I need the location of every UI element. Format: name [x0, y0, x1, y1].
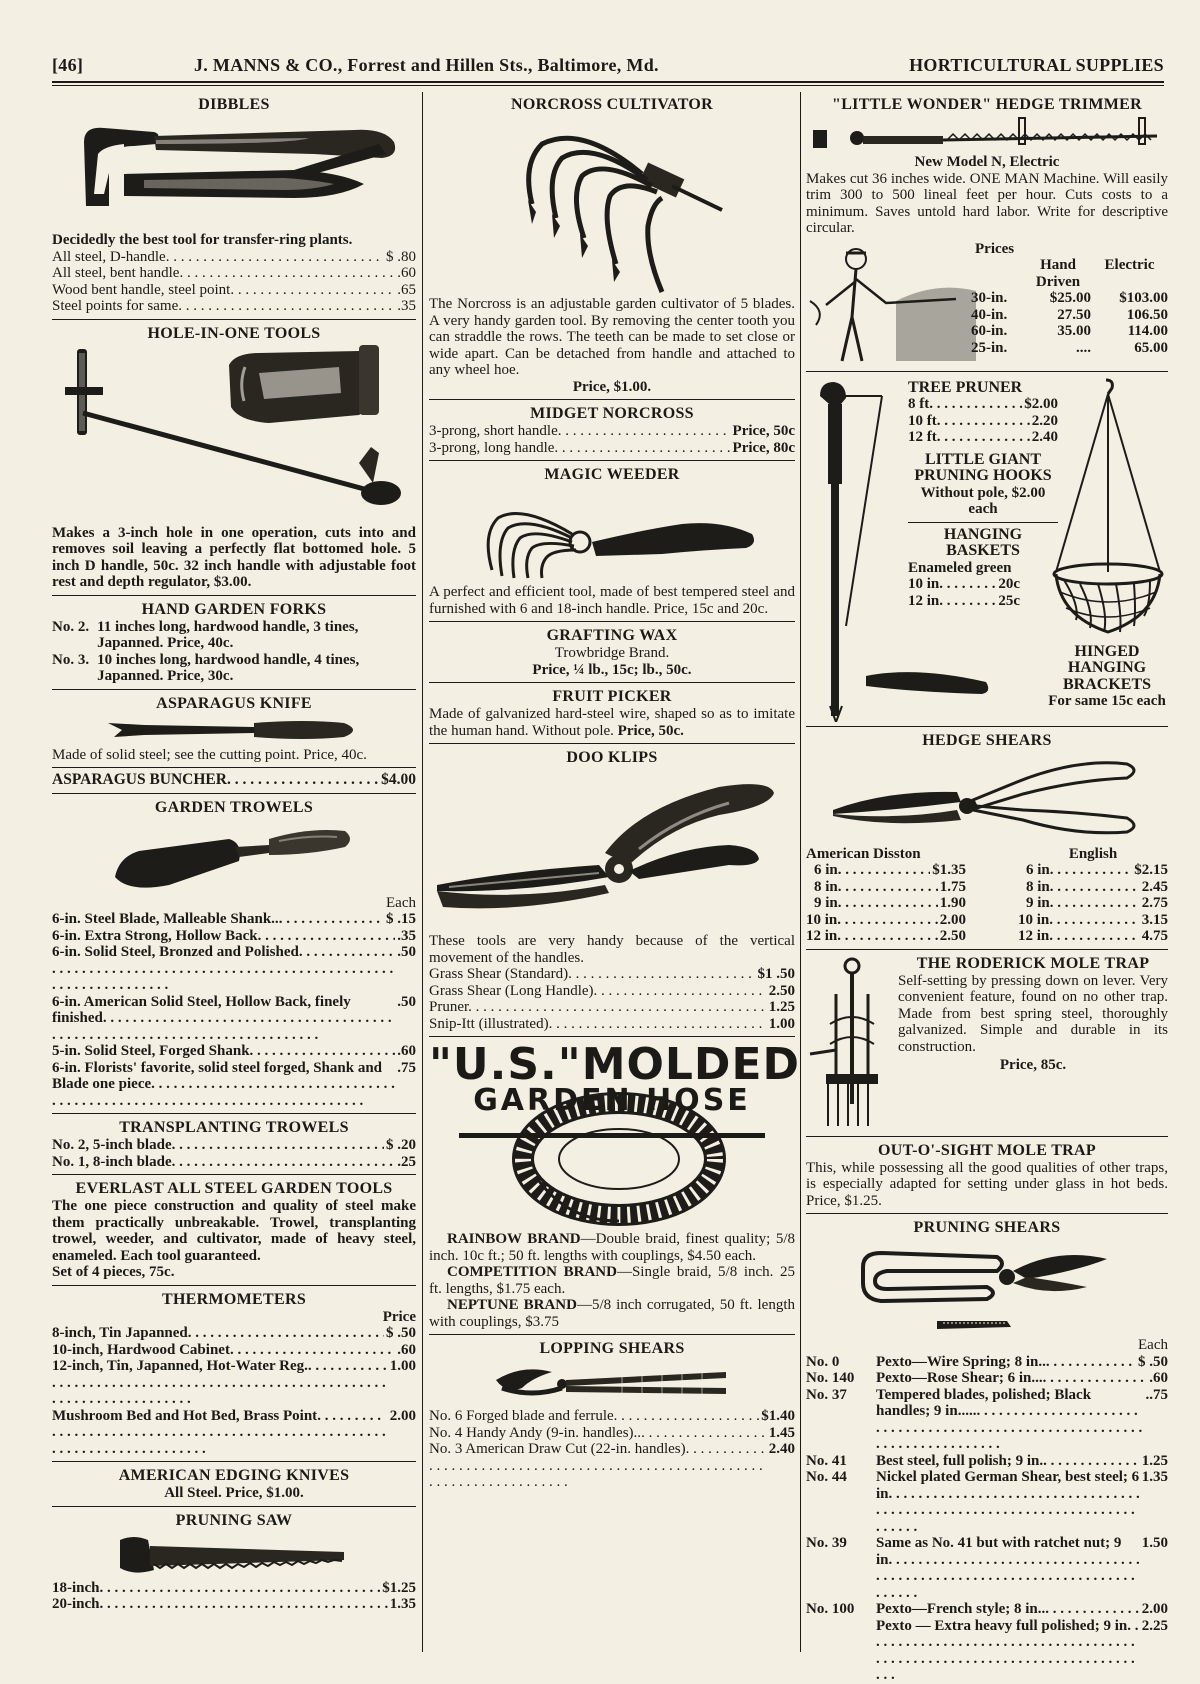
price-row: 6-in. Steel Blade, Malleable Shank.. . . . $ .15: [52, 911, 416, 928]
section-heading: HOLE-IN-ONE TOOLS: [147, 324, 321, 342]
hose-logo-line1: "U.S."MOLDED: [429, 1039, 801, 1090]
price-row: No. 0 Pexto—Wire Spring; 8 in.. . . . $ .50: [806, 1354, 1168, 1371]
price-row: No. 4 Handy Andy (9-in. handles).. . . . 1.45: [429, 1425, 795, 1442]
hedge-trimmer-section: [806, 95, 1168, 367]
hole-in-one-tool-illustration: [59, 343, 409, 521]
roderick-description: Self-setting by pressing down on lever. Very convenient feature, found on no other trap. Made from best spring steel, thoroughly galvanized. Simple and durable in its construction.: [898, 972, 1168, 1055]
hedge-trimmer-price-block: [806, 241, 1168, 367]
column-middle: [429, 95, 801, 1491]
price-row: 6-in. Florists' favorite, solid steel forged, Shank and Blade one piece . . . .75: [52, 1060, 416, 1110]
roderick-price: Price, 85c.: [999, 1057, 1067, 1073]
price-row: No. 100 Pexto—French style; 8 in.. . . . 2.00: [806, 1601, 1168, 1618]
hose-logo-bar: [459, 1133, 765, 1138]
price-row: Pruner . . . 1.25: [429, 999, 795, 1016]
section-heading: THE RODERICK MOLE TRAP: [916, 954, 1150, 972]
price-row: 20-inch . . . 1.35: [52, 1596, 416, 1613]
english-label: English: [1068, 845, 1118, 862]
out-o-sight-section: [806, 1141, 1168, 1210]
price-row: 12 in . . . 2.50: [806, 928, 966, 945]
section-heading: DIBBLES: [198, 96, 270, 113]
price-row: No. 140 Pexto—Rose Shear; 6 in... . . . .60: [806, 1370, 1168, 1387]
pruner-basket-section: [806, 376, 1168, 722]
roderick-text: [898, 954, 1168, 1132]
price-row: 10-inch, Hardwood Cabinet . . . .60: [52, 1342, 416, 1359]
dibble-illustration: [64, 114, 404, 226]
list-item: No. 3. 10 inches long, hardwood handle, 4 tines, Japanned. Price, 30c.: [52, 651, 360, 684]
grafting-wax-section: [429, 626, 795, 678]
section-divider: [806, 1136, 1168, 1137]
section-divider: [52, 767, 416, 768]
each-label: Each: [386, 894, 416, 911]
price-row: Wood bent handle, steel point . . . .65: [52, 282, 416, 299]
grafting-wax-brand: Trowbridge Brand.: [554, 645, 670, 661]
asparagus-knife-illustration: [104, 713, 364, 747]
section-divider: [52, 689, 416, 690]
section-divider: [52, 595, 416, 596]
fruit-picker-section: [429, 687, 795, 739]
section-divider: [806, 371, 1168, 372]
price-row: Grass Shear (Standard) . . . $1 .50: [429, 966, 795, 983]
price-row: 6-in. Extra Strong, Hollow Back . . . .35: [52, 928, 416, 945]
price-row: No. 39 Same as No. 41 but with ratchet nut; 9 in . . . 1.50: [806, 1535, 1168, 1601]
price-row: 9 in . . . 2.75: [1018, 895, 1168, 912]
english-table: [1018, 846, 1168, 945]
section-heading: GARDEN TROWELS: [154, 798, 314, 816]
doo-klips-section: [429, 748, 795, 1032]
price-row: Grass Shear (Long Handle) . . . 2.50: [429, 983, 795, 1000]
price-row: Snip-Itt (illustrated) . . . 1.00: [429, 1016, 795, 1033]
list-item: No. 2. 11 inches long, hardwood handle, 3 tines, Japanned. Price, 40c.: [52, 618, 359, 651]
section-divider: [429, 682, 795, 683]
asparagus-buncher-row: ASPARAGUS BUNCHER . . . $4.00: [52, 772, 416, 789]
rainbow-brand: RAINBOW BRAND—Double braid, finest quality; 5/8 inch. 10c ft.; 50 ft. lengths with couplings, $4.50 each.: [429, 1231, 795, 1264]
hedge-shears-price-tables: [806, 846, 1168, 945]
hole-in-one-description: Makes a 3-inch hole in one operation, cuts into and removes soil leaving a perfectly flat bottomed hole. 5 inch D handle, 50c. 32 inch handle with adjustable foot rest and depth regulator, $3.00.: [52, 524, 416, 590]
section-divider: [429, 1334, 795, 1335]
competition-brand: COMPETITION BRAND—Single braid, 5/8 inch. 25 ft. lengths, $1.75 each.: [429, 1264, 795, 1297]
norcross-description: The Norcross is an adjustable garden cultivator of 5 blades. A very handy garden tool. By removing the center tooth you can straddle the rows. The teeth can be made to set close or wide apart. Can be detached from handle and attached to any wheel hoe.: [429, 296, 795, 378]
fruit-picker-description: Made of galvanized hard-steel wire, shaped so as to imitate the human hand. Without pole. Price, 50c.: [429, 706, 795, 739]
price-row: 6 in . . . $1.35: [806, 862, 966, 879]
neptune-brand: NEPTUNE BRAND—5/8 inch corrugated, 50 ft. length with couplings, $3.75: [429, 1297, 796, 1330]
hedge-trimmer-model: New Model N, Electric: [914, 154, 1060, 170]
mole-trap-illustration: [806, 954, 898, 1132]
dibbles-section: [52, 95, 416, 315]
price-row: Steel points for same . . . .35: [52, 298, 416, 315]
magic-weeder-section: [429, 465, 795, 617]
section-heading: THERMOMETERS: [161, 1290, 307, 1308]
pruning-saw-section: [52, 1511, 416, 1613]
section-divider: [429, 399, 795, 400]
magic-weeder-illustration: [462, 484, 762, 584]
header-rule-thin: [52, 85, 1164, 86]
grafting-wax-price: Price, ¼ lb., 15c; lb., 50c.: [532, 661, 692, 678]
asparagus-knife-section: [52, 694, 416, 764]
hole-in-one-section: [52, 324, 416, 591]
midget-norcross-section: [429, 404, 795, 456]
page-header: [52, 55, 1164, 81]
column-divider-right: [800, 92, 801, 1652]
pruning-shears-section: [806, 1218, 1168, 1684]
section-heading: PRUNING SHEARS: [913, 1219, 1061, 1236]
section-heading: TRANSPLANTING TROWELS: [119, 1119, 349, 1136]
american-disston-label: American Disston: [806, 845, 921, 862]
price-row: 10 in . . . 3.15: [1018, 912, 1168, 929]
price-row: Pexto — Extra heavy full polished; 9 in . . . 2.25: [806, 1618, 1168, 1684]
section-heading: DOO KLIPS: [566, 749, 658, 766]
little-giant-price: Without pole, $2.00 each: [920, 484, 1046, 517]
price-row: No. 41 Best steel, full polish; 9 in. . . . 1.25: [806, 1453, 1168, 1470]
section-heading: LOPPING SHEARS: [539, 1340, 685, 1357]
section-divider: [806, 949, 1168, 950]
price-row: 12-inch, Tin, Japanned, Hot-Water Reg. . . . 1.00: [52, 1358, 416, 1408]
section-heading: EVERLAST ALL STEEL GARDEN TOOLS: [75, 1180, 393, 1197]
edging-knives-description: All Steel. Price, $1.00.: [164, 1485, 304, 1501]
transplanting-trowels-section: [52, 1118, 416, 1170]
section-heading: HEDGE SHEARS: [922, 731, 1052, 749]
pruning-shears-illustration: [857, 1237, 1117, 1337]
pruning-saw-illustration: [114, 1530, 354, 1580]
hedge-trimmer-price-table: Prices Hand Driven Electric 30-in. $25.00 $103.00 40-in. 27.50 106.50 60-in. 35.00 114.00 25-in. .... 65.00: [971, 240, 1168, 356]
price-row: 3-prong, long handle . . . Price, 80c: [429, 440, 795, 457]
section-title: HORTICULTURAL SUPPLIES: [909, 55, 1164, 75]
hedge-shears-section: [806, 731, 1168, 945]
section-divider: [429, 460, 795, 461]
column-right: [806, 95, 1168, 1684]
price-row: 8 in . . . 1.75: [806, 879, 966, 896]
section-heading: MAGIC WEEDER: [544, 466, 680, 483]
price-row: 8 in . . . 2.45: [1018, 879, 1168, 896]
price-row: 9 in . . . 1.90: [806, 895, 966, 912]
price-row: All steel, D-handle . . . $ .80: [52, 249, 416, 266]
everlast-description: The one piece construction and quality of steel make them practically unbreakable. Trowel, transplanting trowel, weeder, and cultivator, made of heavy steel, enameled. Each tool guaranteed.: [52, 1198, 416, 1264]
price-row: All steel, bent handle . . . .60: [52, 265, 416, 282]
column-left: [52, 95, 416, 1613]
hose-logo-line2: GARDEN HOSE: [473, 1083, 751, 1118]
header-rule: [52, 81, 1164, 83]
price-row: No. 6 Forged blade and ferrule . . . $1.40: [429, 1408, 795, 1425]
hose-logo: [429, 1039, 801, 1231]
section-heading: HAND GARDEN FORKS: [141, 600, 327, 618]
lopping-shears-section: [429, 1339, 795, 1491]
price-row: 6-in. Solid Steel, Bronzed and Polished . . . .50: [52, 944, 416, 994]
section-divider: [52, 319, 416, 320]
section-heading: ASPARAGUS KNIFE: [156, 694, 312, 712]
asparagus-knife-description: Made of solid steel; see the cutting point. Price, 40c.: [52, 746, 367, 763]
firm-address: J. MANNS & CO., Forrest and Hillen Sts., Baltimore, Md.: [194, 55, 659, 75]
thermometers-section: [52, 1290, 416, 1458]
price-row: No. 44 Nickel plated German Shear, best steel; 6 in . . . 1.35: [806, 1469, 1168, 1535]
price-row: No. 37 Tempered blades, polished; Black handles; 9 in..... . . . ..75: [806, 1387, 1168, 1453]
tree-pruner-title: TREE PRUNER: [908, 378, 1023, 396]
roderick-mole-trap-section: [806, 954, 1168, 1132]
price-row: 10 in . . . 2.00: [806, 912, 966, 929]
out-o-sight-description: This, while possessing all the good qualities of other traps, is especially adapted for setting under glass in hot beds. Price, $1.25.: [806, 1159, 1168, 1209]
norcross-price: Price, $1.00.: [572, 378, 652, 395]
man-trimming-hedge-illustration: [806, 241, 986, 367]
section-divider: [429, 621, 795, 622]
price-row: No. 3 American Draw Cut (22-in. handles) . . . 2.40: [429, 1441, 795, 1491]
section-heading: GRAFTING WAX: [546, 627, 678, 644]
little-giant-title: LITTLE GIANT PRUNING HOOKS: [914, 450, 1052, 484]
section-heading: NORCROSS CULTIVATOR: [510, 96, 714, 113]
section-heading: FRUIT PICKER: [552, 688, 672, 705]
price-row: 12 in . . . 25c: [908, 593, 1020, 610]
norcross-section: [429, 95, 795, 395]
dibbles-description: Decidedly the best tool for transfer-ring plants.: [52, 232, 353, 248]
price-row: 18-inch . . . $1.25: [52, 1580, 416, 1597]
section-divider: [52, 1174, 416, 1175]
section-divider: [806, 1213, 1168, 1214]
hinged-brackets-block: [1046, 644, 1168, 710]
everlast-set-price: Set of 4 pieces, 75c.: [52, 1264, 175, 1280]
american-disston-table: [806, 846, 966, 945]
doo-klips-shears-illustration: [429, 767, 795, 933]
price-row: 8-inch, Tin Japanned . . . $ .50: [52, 1325, 416, 1342]
section-divider: [52, 793, 416, 794]
section-divider: [52, 1285, 416, 1286]
section-heading: AMERICAN EDGING KNIVES: [118, 1467, 350, 1484]
price-label: Price: [382, 1308, 416, 1325]
section-divider: [429, 1036, 795, 1037]
price-row: No. 1, 8-inch blade . . . .25: [52, 1154, 416, 1171]
edging-knives-section: [52, 1466, 416, 1502]
price-row: 10 in . . . 20c: [908, 576, 1020, 593]
section-heading: MIDGET NORCROSS: [530, 405, 694, 422]
column-divider-left: [422, 92, 423, 1652]
section-heading: OUT-O'-SIGHT MOLE TRAP: [878, 1141, 1096, 1159]
price-row: Mushroom Bed and Hot Bed, Brass Point . . . 2.00: [52, 1408, 416, 1458]
section-divider: [52, 1113, 416, 1114]
section-heading: PRUNING SAW: [175, 1511, 293, 1529]
price-row: 12 ft . . . 2.40: [908, 429, 1058, 446]
doo-klips-description: These tools are very handy because of the vertical movement of the handles.: [429, 933, 795, 966]
hedge-shears-illustration: [827, 750, 1147, 846]
hanging-baskets-subtitle: Enameled green: [908, 559, 1012, 576]
hinged-brackets-title: HINGED HANGING BRACKETS: [1062, 642, 1152, 693]
tree-pruner-block: [908, 380, 1058, 610]
price-row: 10 ft . . . 2.20: [908, 413, 1058, 430]
section-divider: [806, 726, 1168, 727]
hinged-brackets-price: For same 15c each: [1048, 693, 1166, 709]
garden-hose-section: [429, 1039, 801, 1330]
price-row: 12 in . . . 4.75: [1018, 928, 1168, 945]
lopping-shears-illustration: [492, 1358, 732, 1408]
section-heading: "LITTLE WONDER" HEDGE TRIMMER: [832, 96, 1142, 113]
hedge-trimmer-illustration: [807, 114, 1167, 154]
garden-trowels-section: [52, 798, 416, 1110]
garden-trowel-illustration: [109, 817, 359, 895]
price-row: 8 ft . . . $2.00: [908, 396, 1058, 413]
price-row: 3-prong, short handle . . . Price, 50c: [429, 423, 795, 440]
hanging-baskets-title: HANGING BASKETS: [943, 525, 1023, 559]
price-row: 6-in. American Solid Steel, Hollow Back, finely finished . . . .50: [52, 994, 416, 1044]
magic-weeder-description: A perfect and efficient tool, made of best tempered steel and furnished with 6 and 18-inch handle. Price, 15c and 20c.: [429, 584, 795, 617]
hand-garden-forks-section: [52, 600, 416, 685]
norcross-cultivator-illustration: [492, 114, 732, 296]
price-row: No. 2, 5-inch blade . . . $ .20: [52, 1137, 416, 1154]
pruning-shears-list: [806, 1354, 1168, 1684]
section-divider: [52, 1461, 416, 1462]
section-divider: [429, 743, 795, 744]
section-divider: [52, 1506, 416, 1507]
hedge-trimmer-description: Makes cut 36 inches wide. ONE MAN Machine. Will easily trim 300 to 500 lineal feet per hour. Cuts costs to a minimum. Saves untold hard labor. Write for descriptive circular.: [806, 170, 1168, 236]
price-row: 6 in . . . $2.15: [1018, 862, 1168, 879]
each-label: Each: [1138, 1337, 1168, 1353]
hanging-basket-illustration: [1050, 376, 1168, 638]
everlast-section: [52, 1179, 416, 1281]
price-row: 5-in. Solid Steel, Forged Shank . . . .60: [52, 1043, 416, 1060]
page-number: [46]: [52, 55, 84, 75]
